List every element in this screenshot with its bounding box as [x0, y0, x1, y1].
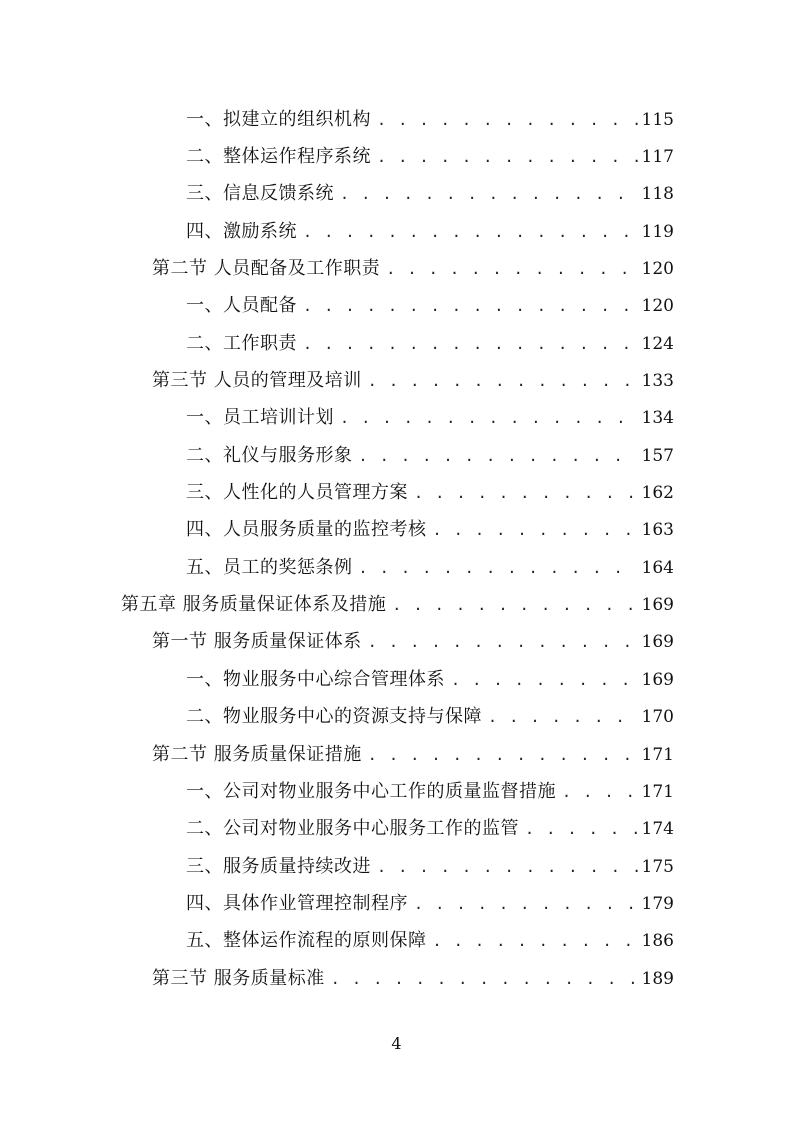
toc-entry[interactable]	[0, 362, 793, 399]
toc-entry-page: 120	[641, 296, 674, 317]
toc-dot-leader	[340, 187, 638, 202]
toc-entry[interactable]	[0, 960, 793, 997]
toc-entry-title: 二、工作职责	[186, 332, 297, 354]
toc-dot-leader	[562, 785, 638, 800]
toc-entry[interactable]	[0, 699, 793, 736]
toc-entry[interactable]	[0, 736, 793, 773]
toc-entry-title: 四、人员服务质量的监控考核	[186, 519, 427, 541]
toc-entry-page: 170	[641, 707, 674, 728]
toc-entry[interactable]	[0, 512, 793, 549]
toc-entry-page: 115	[641, 109, 674, 130]
toc-entry-title: 第二节 服务质量保证措施	[152, 743, 362, 765]
toc-dot-leader	[303, 337, 638, 352]
toc-entry-title: 二、整体运作程序系统	[186, 146, 371, 168]
toc-entry[interactable]	[0, 138, 793, 175]
toc-entry-title: 第三节 人员的管理及培训	[152, 370, 362, 392]
toc-entry-title: 第三节 服务质量标准	[152, 967, 325, 989]
toc-entry-page: 163	[641, 520, 674, 541]
toc-dot-leader	[331, 972, 638, 987]
toc-entry-title: 二、礼仪与服务形象	[186, 444, 353, 466]
page-number: 4	[391, 1034, 402, 1053]
toc-entry[interactable]	[0, 474, 793, 511]
toc-dot-leader	[414, 897, 638, 912]
toc-entry[interactable]	[0, 288, 793, 325]
toc-dot-leader	[433, 523, 638, 538]
toc-entry-title: 四、激励系统	[186, 220, 297, 242]
toc-dot-leader	[414, 486, 638, 501]
toc-entry-page: 119	[641, 221, 674, 242]
toc-entry[interactable]	[0, 885, 793, 922]
toc-entry[interactable]	[0, 176, 793, 213]
toc-entry-page: 171	[641, 781, 674, 802]
toc-entry-page: 175	[641, 856, 674, 877]
toc-entry-page: 164	[641, 557, 674, 578]
toc-entry-title: 一、拟建立的组织机构	[186, 108, 371, 130]
toc-dot-leader	[433, 934, 638, 949]
toc-entry-page: 124	[641, 333, 674, 354]
toc-entry-title: 三、人性化的人员管理方案	[186, 482, 408, 504]
toc-entry[interactable]	[0, 586, 793, 623]
toc-dot-leader	[488, 710, 638, 725]
toc-entry-page: 120	[641, 259, 674, 280]
toc-dot-leader	[359, 561, 638, 576]
toc-entry-title: 一、物业服务中心综合管理体系	[186, 668, 445, 690]
toc-entry-title: 四、具体作业管理控制程序	[186, 892, 408, 914]
toc-dot-leader	[377, 113, 638, 128]
toc-dot-leader	[368, 748, 638, 763]
toc-entry-title: 五、整体运作流程的原则保障	[186, 930, 427, 952]
toc-dot-leader	[340, 411, 638, 426]
toc-entry[interactable]	[0, 661, 793, 698]
toc-entry-page: 157	[641, 445, 674, 466]
toc-entry-page: 171	[641, 744, 674, 765]
toc-entry[interactable]	[0, 773, 793, 810]
toc-entry-title: 二、公司对物业服务中心服务工作的监管	[186, 818, 519, 840]
toc-entry[interactable]	[0, 811, 793, 848]
toc-entry-title: 第五章 服务质量保证体系及措施	[121, 594, 387, 616]
toc-entry-title: 五、员工的奖惩条例	[186, 556, 353, 578]
toc-entry-page: 118	[641, 184, 674, 205]
toc-entry[interactable]	[0, 624, 793, 661]
toc-entry-title: 第二节 人员配备及工作职责	[152, 258, 381, 280]
toc-entry[interactable]	[0, 923, 793, 960]
toc-entry-page: 117	[641, 147, 674, 168]
toc-dot-leader	[368, 374, 638, 389]
toc-entry[interactable]	[0, 325, 793, 362]
toc-dot-leader	[359, 449, 638, 464]
toc-dot-leader	[392, 598, 637, 613]
toc-dot-leader	[386, 262, 637, 277]
toc-entry-page: 174	[641, 819, 674, 840]
toc-entry[interactable]	[0, 549, 793, 586]
toc-entry-page: 133	[641, 371, 674, 392]
toc-dot-leader	[303, 299, 638, 314]
toc-entry[interactable]	[0, 213, 793, 250]
toc-dot-leader	[377, 860, 638, 875]
toc-dot-leader	[303, 225, 638, 240]
toc-entry-page: 189	[641, 968, 674, 989]
toc-entry-title: 三、服务质量持续改进	[186, 855, 371, 877]
toc-dot-leader	[525, 822, 638, 837]
toc-entry-page: 162	[641, 483, 674, 504]
toc-entry-title: 一、公司对物业服务中心工作的质量监督措施	[186, 780, 556, 802]
toc-entry[interactable]	[0, 400, 793, 437]
toc-entry-page: 169	[641, 669, 674, 690]
toc-entry-page: 186	[641, 931, 674, 952]
toc-entry-page: 134	[641, 408, 674, 429]
toc-entry-title: 第一节 服务质量保证体系	[152, 631, 362, 653]
toc-entry[interactable]	[0, 848, 793, 885]
toc-entry-page: 179	[641, 893, 674, 914]
toc-entry[interactable]	[0, 250, 793, 287]
table-of-contents	[0, 101, 793, 997]
toc-entry[interactable]	[0, 437, 793, 474]
toc-entry-page: 169	[641, 632, 674, 653]
toc-entry-title: 一、人员配备	[186, 295, 297, 317]
toc-entry-title: 一、员工培训计划	[186, 407, 334, 429]
toc-dot-leader	[368, 635, 638, 650]
toc-entry-title: 三、信息反馈系统	[186, 183, 334, 205]
toc-entry[interactable]	[0, 101, 793, 138]
toc-dot-leader	[451, 673, 638, 688]
toc-dot-leader	[377, 150, 638, 165]
toc-entry-page: 169	[641, 595, 674, 616]
toc-entry-title: 二、物业服务中心的资源支持与保障	[186, 706, 482, 728]
